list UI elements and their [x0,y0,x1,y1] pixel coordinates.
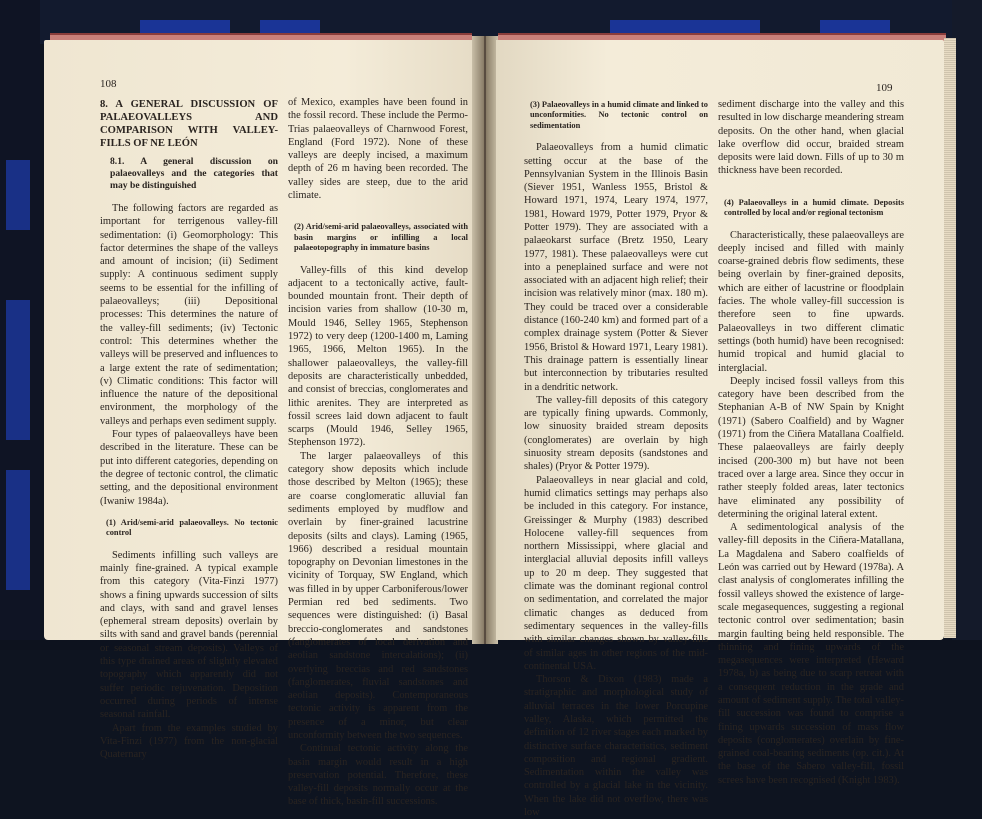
page-number-left: 108 [100,78,117,90]
category-heading: (1) Arid/semi-arid palaeovalleys. No tectonic control [106,517,278,538]
paragraph: sediment discharge into the valley and this resulted in low discharge meandering stream deposits. On the other hand, when glacial lake overflow did occur, braided stream deposits were laid down. Fills of up to 30 m thickness have been recorded. [718,99,904,177]
subsection-heading: 8.1. A general discussion on palaeovalleys and the categories that may be distinguished [110,156,278,191]
left-column-2 [288,96,468,809]
category-heading: (2) Arid/semi-arid palaeovalleys, associated with basin margins or infilling a local palaeotopography in immature basins [294,222,468,253]
paragraph: of Mexico, examples have been found in the fossil record. These include the Permo-Trias palaeovalleys of Charnwood Forest, England (Ford 1972). None of these valleys are deeply incised, a maximum depth of 26 m having been recorded. The valley sides are steep, due to the arid climate. [288,97,468,202]
paragraph: Valley-fills of this kind develop adjacent to a tectonically active, fault-bounded mountain front. Their depth of incision varies from shallow (10-30 m, Mould 1946, Selley 1965, Stephenson 1972) to very deep (1200-1400 m, Laming 1965, 1966, Melton 1965). In the shallower palaeovalleys, the valley-fill deposits are characteristically unbedded, and consist of breccias, conglomerates and lithic arenites. They are interpreted as fossil screes laid down adjacent to fault scarps (Mould 1946, Selley 1965, Stephenson 1972). [288,264,468,449]
paragraph: Palaeovalleys in near glacial and cold, humid climatics settings may perhaps also be included in this category. For instance, Greissinger & Murphy (1983) described Holocene valley-fill sequences from northern Mississippi, where glacial and interglacial alluvial deposits infill valleys up to 20 m deep. They suggested that climate was the dominant regional control on sedimentation, and correlated the major climatic changes as deduced from sedimentary sequences in the valley-fills with similar changes shown by valley-fills of similar ages in other regions of the mid-continental USA. [524,474,708,672]
paragraph: The valley-fill deposits of this category are typically fining upwards. Commonly, low sinuosity braided stream deposits (conglomerates) are overlain by high sinuosity stream deposits (sandstones and shales) (Pryor & Potter 1979). [524,394,708,473]
section-heading: 8. A GENERAL DISCUSSION OF PALAEOVALLEYS AND COMPARISON WITH VALLEY-FILLS OF NE LEÓN [100,99,278,149]
paragraph: Characteristically, these palaeovalleys are deeply incised and filled with mainly coarse-grained debris flow sediments, these being overlain by finer-grained deposits, which are either of lacustrine or floodplain facies. The whole valley-fill succession is therefore seen to fine upwards. Palaeovalleys in two different climatic settings (both humid) have been recognised: humid tropical and humid glacial to interglacial. [718,229,904,374]
category-heading: (3) Palaeovalleys in a humid climate and linked to unconformities. No tectonic control on sedimentation [530,100,708,130]
left-page [44,40,474,808]
paragraph: Palaeovalleys from a humid climatic setting occur at the base of the Pennsylvanian System in the Illinois Basin (Siever 1951, Wanless 1955, Bristol & Howard 1971, 1974, Leary 1974, 1977, 1981, Howard 1979, Potter 1979, Pryor & Potter 1979). They are associated with a palaeokarst surface (Bretz 1950, Leary 1977, 1981). These palaeovalleys were cut into a peneplained surface and were not associated with an adjacent high relief; their incision was relatively minor (max. 180 m). They could be traced over a considerable distance (160-240 km) and formed part of a complex drainage system (Potter & Siever 1956, Bristol & Howard 1971, Leary 1981). This drainage pattern is essentially linear but interconnection by tributaries resulted in a dendritic network. [524,142,708,393]
page-number-right: 109 [876,82,893,94]
paragraph: Apart from the examples studied by Vita-Finzi (1977) from the non-glacial Quaternary [100,722,278,761]
left-column-1 [100,98,278,761]
book-cover-right [952,0,982,650]
book-gutter [472,36,498,644]
right-page [496,40,944,819]
paragraph: A sedimentological analysis of the valley-fill deposits in the Ciñera-Matallana, La Magdalena and Sabero coalfields of León was carried out by Heward (1978a). A clast analysis of conglomerates infilling the fossil valleys showed the existence of large-scale megasequences, suggesting a regional tectonic control over sedimentation; basin margin faulting being held responsible. The thinning and fining upwards of the megasequences were interpreted (Heward 1978a, b) as being due to scarp retreat with a consequent reduction in the grade and amount of sediment supply. The total valley-fill succession was found to comprise a fining upwards succession of mass flow deposits (conglomerates) overlain by fine-grained coal-bearing sediments (op. cit.). At the base of the Sabero valley-fill, fossil screes have been recognised (Knight 1983). [718,522,904,786]
book-cover-left [0,0,40,650]
paragraph: The following factors are regarded as important for terrigenous valley-fill sedimentation: (i) Geomorphology: This factor determines the shape of the valleys and amount of incision; (ii) Sediment supply: A continuous sediment supply seems to be essential for the infilling of palaeovalleys; (iii) Depositional processes: This determines the nature of the valley-fill sediments; (iv) Tectonic control: This determines whether the valleys will be preserved and influences to a large extent the rate of sedimentation; (v) Climatic conditions: This factor will influence the nature of the depositional environment, the morphology of the valleys and perhaps even sediment supply. [100,203,278,427]
paragraph: Four types of palaeovalleys have been described in the literature. These can be put into different categories, depending on the degree of tectonic control, the climatic setting, and the depositional environment (Iwaniw 1984a). [100,429,278,507]
paragraph: Thorson & Dixon (1983) made a stratigraphic and morphological study of alluvial terraces in the lower Porcupine valley, Alaska, which permitted the definition of 12 river stages each marked by distinctive surface characteristics, sediment composition and regional gradient. Sedimentation within the valley was controlled by a glacial lake in the vicinity. When the lake did not overflow, there was low [524,674,708,819]
paragraph: Sediments infilling such valleys are mainly fine-grained. A typical example from this category (Vita-Finzi 1977) shows a fining upwards succession of silts and clays, with sand and gravel lenses (ephemeral stream deposits) overlain by silts with sand and gravel bands (perennial or seasonal stream deposits). Valleys of this type drained areas of slightly elevated topography which apparently did not suffer periodic rejuvenation. Deposition occurred during periods of intense seasonal rainfall. [100,549,278,721]
page-edge-right [944,38,956,638]
category-heading: (4) Palaeovalleys in a humid climate. Deposits controlled by local and/or regional tectonism [724,197,904,218]
paragraph: The larger palaeovalleys of this category show deposits which include those described by Melton (1965); these are coarse conglomeratic alluvial fan sediments employed by mudflow and overlain by finer-grained lacustrine deposits (silts and clays). Laming (1965, 1966) described a residual mountain topography on Devonian limestones in the vicinity of Torquay, SW England, which was filled in by upper Carboniferous/lower Permian red bed sediments. Two sequences were distinguished: (i) Basal breccio-conglomerates and sandstones (fanglomerates of local derivation and aeolian sandstone intercalations); (ii) overlying breccias and red sandstones (fanglomerates, fluvial sandstones and aeolian deposits). Contemporaneous tectonic activity is apparent from the presence of a minor, but clear unconformity between the two sequences. [288,450,468,741]
right-column-1 [524,100,708,819]
paragraph: Deeply incised fossil valleys from this category have been described from the Stephanian A-B of NW Spain by Knight (1971) (Sabero Coalfield) and by Wagner (1971) from the Ciñera Matallana Coalfield. These palaeovalleys are fairly deeply incised (200-300 m) but have not been traced over a large area. Since they occur in rather steeply folded areas, later tectonics have eliminated any possibility of determining the original lateral extent. [718,375,904,520]
paragraph: Continual tectonic activity along the basin margin would result in a high preservation potential. Therefore, these valley-fill deposits normally occur at the base of thick, basin-fill successions. [288,743,468,808]
right-column-2 [718,98,904,787]
